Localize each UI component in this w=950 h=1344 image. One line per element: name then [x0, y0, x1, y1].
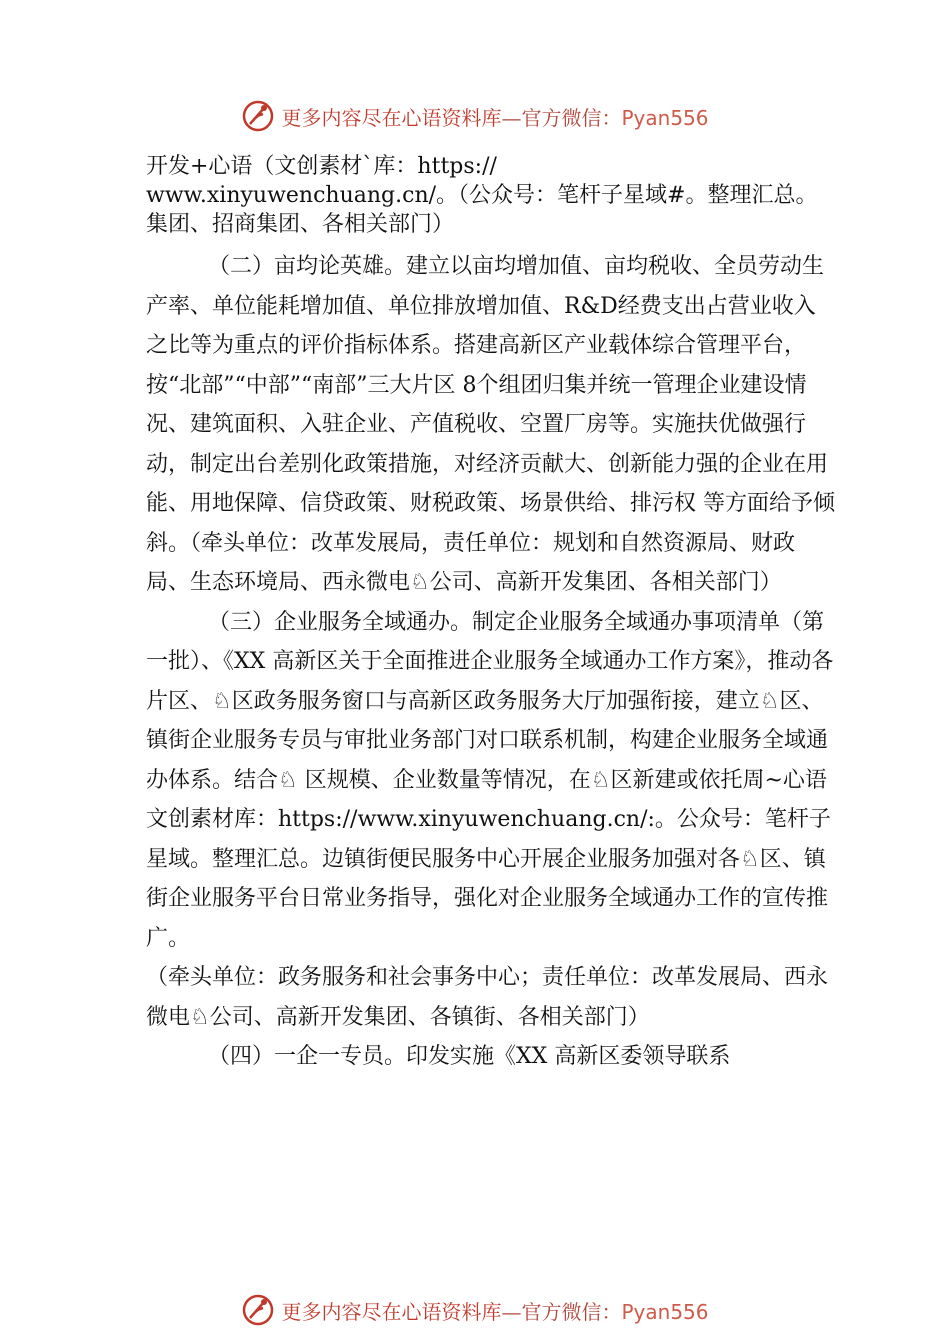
paragraph-intro: 开发+心语（文创素材`库：https:// www.xinyuwenchuang.cn/。（公众号：笔杆子星域#。整理汇总。集团、招商集团、各相关部门）: [146, 154, 818, 237]
banner-wechat-label: 官方微信：: [521, 1299, 622, 1324]
banner-dash: —: [501, 1299, 522, 1324]
document-body: [146, 152, 836, 1077]
seal-logo-icon: [241, 99, 275, 133]
header-banner: [0, 96, 950, 136]
banner-wechat-id: Pyan556: [621, 1299, 709, 1324]
paragraph-section-4: （四）一企一专员。印发实施《XX 高新区委领导联系: [208, 1044, 731, 1069]
banner-dash: —: [501, 105, 522, 130]
banner-text: [281, 1296, 708, 1325]
banner-wechat-label: 官方微信：: [521, 105, 622, 130]
footer-banner: [0, 1290, 950, 1330]
paragraph-section-3: （三）企业服务全域通办。制定企业服务全域通办事项清单（第一批）、《XX 高新区关于全面推进企业服务全域通办工作方案》，推动各片区、♘区政务服务窗口与高新区政务服务大厅加强衔接，建立♘区、镇街企业服务专员与审批业务部门对口联系机制，构建企业服务全域通办体系。结合♘ 区规模、企业数量等情况，在♘区新建或依托周~心语文创素材库：https://www.xinyuwenchuang.cn/:。公众号：笔杆子星域。整理汇总。边镇街便民服务中心开展企业服务加强对各♘区、镇街企业服务平台日常业务指导，强化对企业服务全域通办工作的宣传推广。: [146, 609, 834, 951]
banner-text: [281, 102, 708, 131]
banner-wechat-id: Pyan556: [621, 105, 709, 130]
paragraph-section-2: （二）亩均论英雄。建立以亩均增加值、亩均税收、全员劳动生产率、单位能耗增加值、单位排放增加值、R&D经费支出占营业收入之比等为重点的评价指标体系。搭建高新区产业载体综合管理平台，按“北部”“中部”“南部”三大片区 8个组团归集并统一管理企业建设情况、建筑面积、入驻企业、产值税收、空置厂房等。实施扶优做强行动，制定出台差别化政策措施，对经济贡献大、创新能力强的企业在用能、用地保障、信贷政策、财税政策、场景供给、排污权 等方面给予倾斜。（牵头单位：改革发展局，责任单位：规划和自然资源局、财政局、生态环境局、西永微电♘公司、高新开发集团、各相关部门）: [146, 254, 835, 595]
banner-title: 更多内容尽在心语资料库: [281, 105, 502, 130]
seal-logo-icon: [241, 1293, 275, 1327]
paragraph-section-3-units: （牵头单位：政务服务和社会事务中心；责任单位：改革发展局、西永微电♘公司、高新开发集团、各镇街、各相关部门）: [146, 965, 829, 1030]
banner-title: 更多内容尽在心语资料库: [281, 1299, 502, 1324]
